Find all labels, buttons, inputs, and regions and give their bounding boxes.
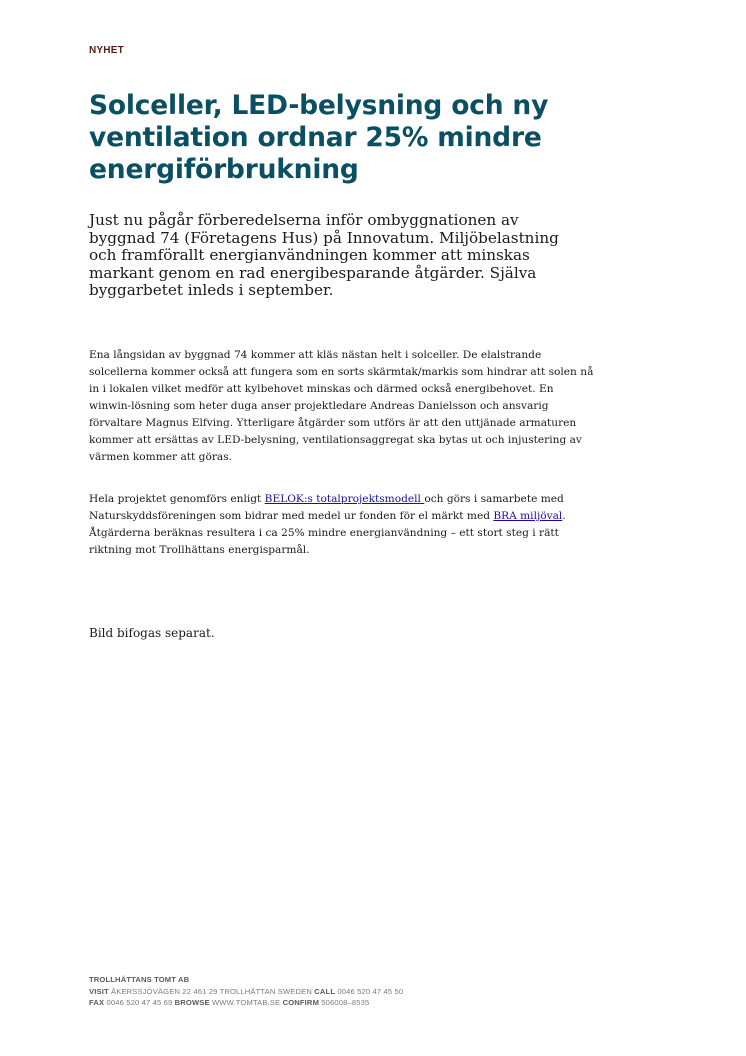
body-paragraph-2 (89, 491, 594, 559)
belok-link[interactable]: BELOK:s totalprojektsmodell (264, 493, 425, 505)
footer-fax-label: FAX (89, 998, 105, 1007)
footer-company: TROLLHÄTTANS TOMT AB (89, 975, 190, 984)
footer (89, 974, 403, 1009)
attachment-note: Bild bifogas separat. (89, 626, 215, 640)
paragraph-2-text-before: Hela projektet genomförs enligt (89, 493, 265, 505)
footer-call-label: CALL (314, 986, 336, 996)
paragraph-2-text-after: . Åtgärderna beräknas resultera i ca 25% mindre energianvändning – ett stort steg i rätt riktning mot Trollhättans energisparmål. (89, 510, 566, 556)
footer-confirm-label: CONFIRM (282, 998, 320, 1007)
footer-company-line (89, 974, 403, 986)
headline: Solceller, LED-belysning och ny ventilation ordnar 25% mindre energiförbrukning (89, 90, 549, 185)
footer-visit-label: VISIT (89, 986, 109, 996)
ingress-paragraph: Just nu pågår förberedelserna inför ombyggnationen av byggnad 74 (Företagens Hus) på Innovatum. Miljöbelastning och framförallt energianvändningen kommer att minskas markant genom en rad energibesparande åtgärder. Själva byggarbetet inleds i september. (89, 211, 559, 300)
footer-visit-value: ÅKERSSJÖVÄGEN 22 461 29 TROLLHÄTTAN SWEDEN (108, 986, 315, 996)
footer-visit-line (89, 986, 403, 998)
footer-browse-value: WWW.TOMTAB.SE (209, 998, 283, 1007)
footer-confirm-value: 506008–8535 (319, 998, 370, 1007)
bra-miljoval-link[interactable]: BRA miljöval (493, 510, 563, 522)
news-kicker: NYHET (89, 45, 124, 56)
paragraph-2-text-middle: och görs i samarbete med Naturskyddsföreningen som bidrar med medel ur fonden för el märkt med (89, 493, 564, 522)
footer-fax-value: 0046 520 47 45 69 (104, 998, 175, 1007)
footer-fax-line (89, 997, 403, 1009)
footer-browse-label: BROWSE (174, 998, 210, 1007)
footer-call-value: 0046 520 47 45 50 (335, 986, 404, 996)
body-paragraph-1: Ena långsidan av byggnad 74 kommer att kläs nästan helt i solceller. De elalstrande solcellerna kommer också att fungera som en sorts skärmtak/markis som hindrar att solen nå in i lokalen vilket medför att kylbehovet minskas och därmed också energibehovet. En winwin-lösning som heter duga anser projektledare Andreas Danielsson och ansvarig förvaltare Magnus Elfving. Ytterligare åtgärder som utförs är att den uttjänade armaturen kommer att ersättas av LED-belysning, ventilationsaggregat ska bytas ut och injustering av värmen kommer att göras. (89, 349, 594, 463)
